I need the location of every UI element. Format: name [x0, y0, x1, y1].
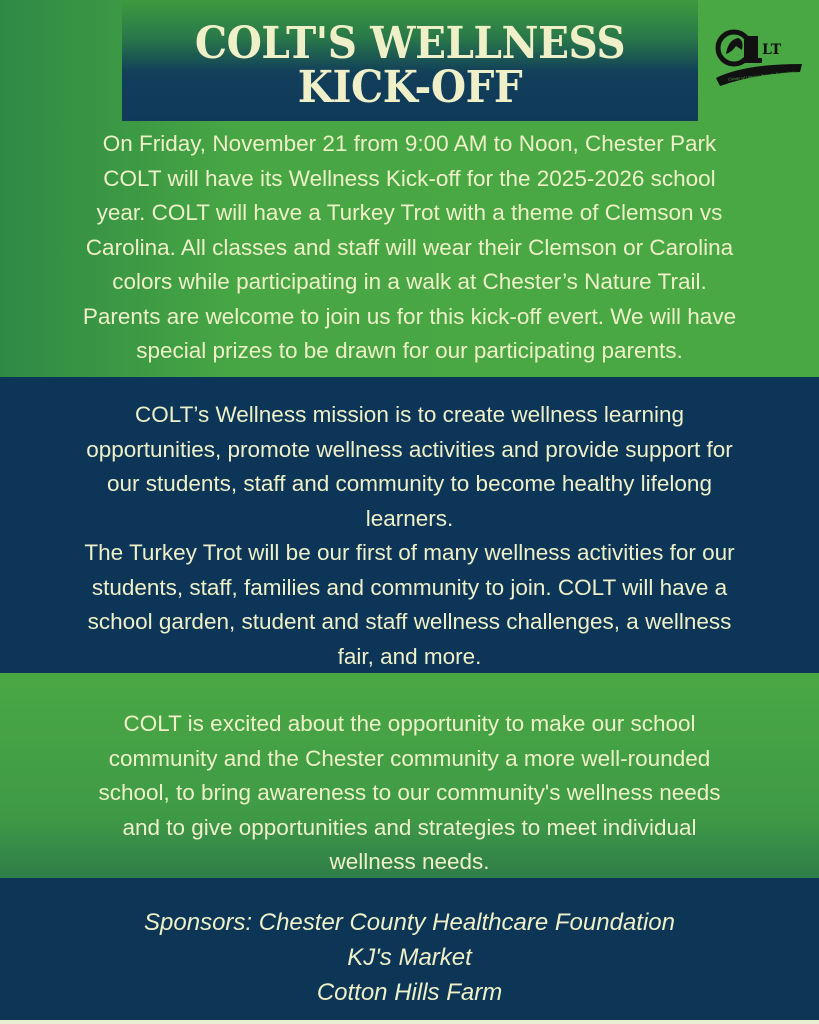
text-line: Parents are welcome to join us for this kick-off evert. We will have [82, 303, 737, 329]
page-title [145, 18, 675, 113]
text-line: COLT is excited about the opportunity to make our school [123, 711, 696, 736]
text-line: school, to bring awareness to our community's wellness needs [98, 780, 721, 805]
svg-text:LT: LT [762, 42, 782, 58]
text-line: learners. [365, 505, 454, 531]
title-line: KICK-OFF [297, 62, 523, 113]
svg-text:Center of Literacy through Tec: Center of Literacy through Technology [727, 69, 796, 82]
title-line: COLT'S WELLNESS [194, 18, 626, 69]
text-line: community and the Chester community a more well-rounded [108, 745, 711, 771]
text-line: school garden, student and staff wellness challenges, a wellness [87, 609, 732, 634]
text-line: wellness needs. [329, 849, 490, 874]
mission-paragraph [0, 398, 819, 674]
sponsors-list [0, 905, 819, 1010]
text-line: our students, staff and community to become healthy lifelong [107, 471, 712, 496]
text-line: Carolina. All classes and staff will wear their Clemson or Carolina [85, 234, 734, 260]
bottom-strip [0, 1020, 819, 1024]
text-line: colors while participating in a walk at Chester’s Nature Trail. [112, 269, 707, 294]
intro-section [0, 0, 819, 377]
text-line: On Friday, November 21 from 9:00 AM to Noon, Chester Park [102, 131, 717, 156]
sponsor-line: KJ's Market [347, 944, 472, 971]
excited-paragraph [0, 707, 819, 880]
colt-logo-icon [714, 26, 806, 86]
text-line: The Turkey Trot will be our first of many wellness activities for our [84, 540, 735, 565]
text-line: special prizes to be drawn for our participating parents. [136, 338, 683, 363]
sponsor-line: Sponsors: Chester County Healthcare Foundation [144, 909, 675, 936]
text-line: students, staff, families and community to join. COLT will have a [91, 574, 728, 600]
text-line: opportunities, promote wellness activities and provide support for [86, 436, 733, 462]
text-line: COLT will have its Wellness Kick-off for the 2025-2026 school [103, 165, 716, 191]
text-line: COLT’s Wellness mission is to create wellness learning [135, 402, 684, 427]
text-line: fair, and more. [337, 643, 482, 669]
intro-paragraph [0, 127, 819, 369]
text-line: year. COLT will have a Turkey Trot with a theme of Clemson vs [96, 200, 723, 225]
text-line: and to give opportunities and strategies to meet individual [122, 814, 697, 840]
sponsor-line: Cotton Hills Farm [316, 979, 503, 1006]
title-banner [122, 0, 698, 121]
